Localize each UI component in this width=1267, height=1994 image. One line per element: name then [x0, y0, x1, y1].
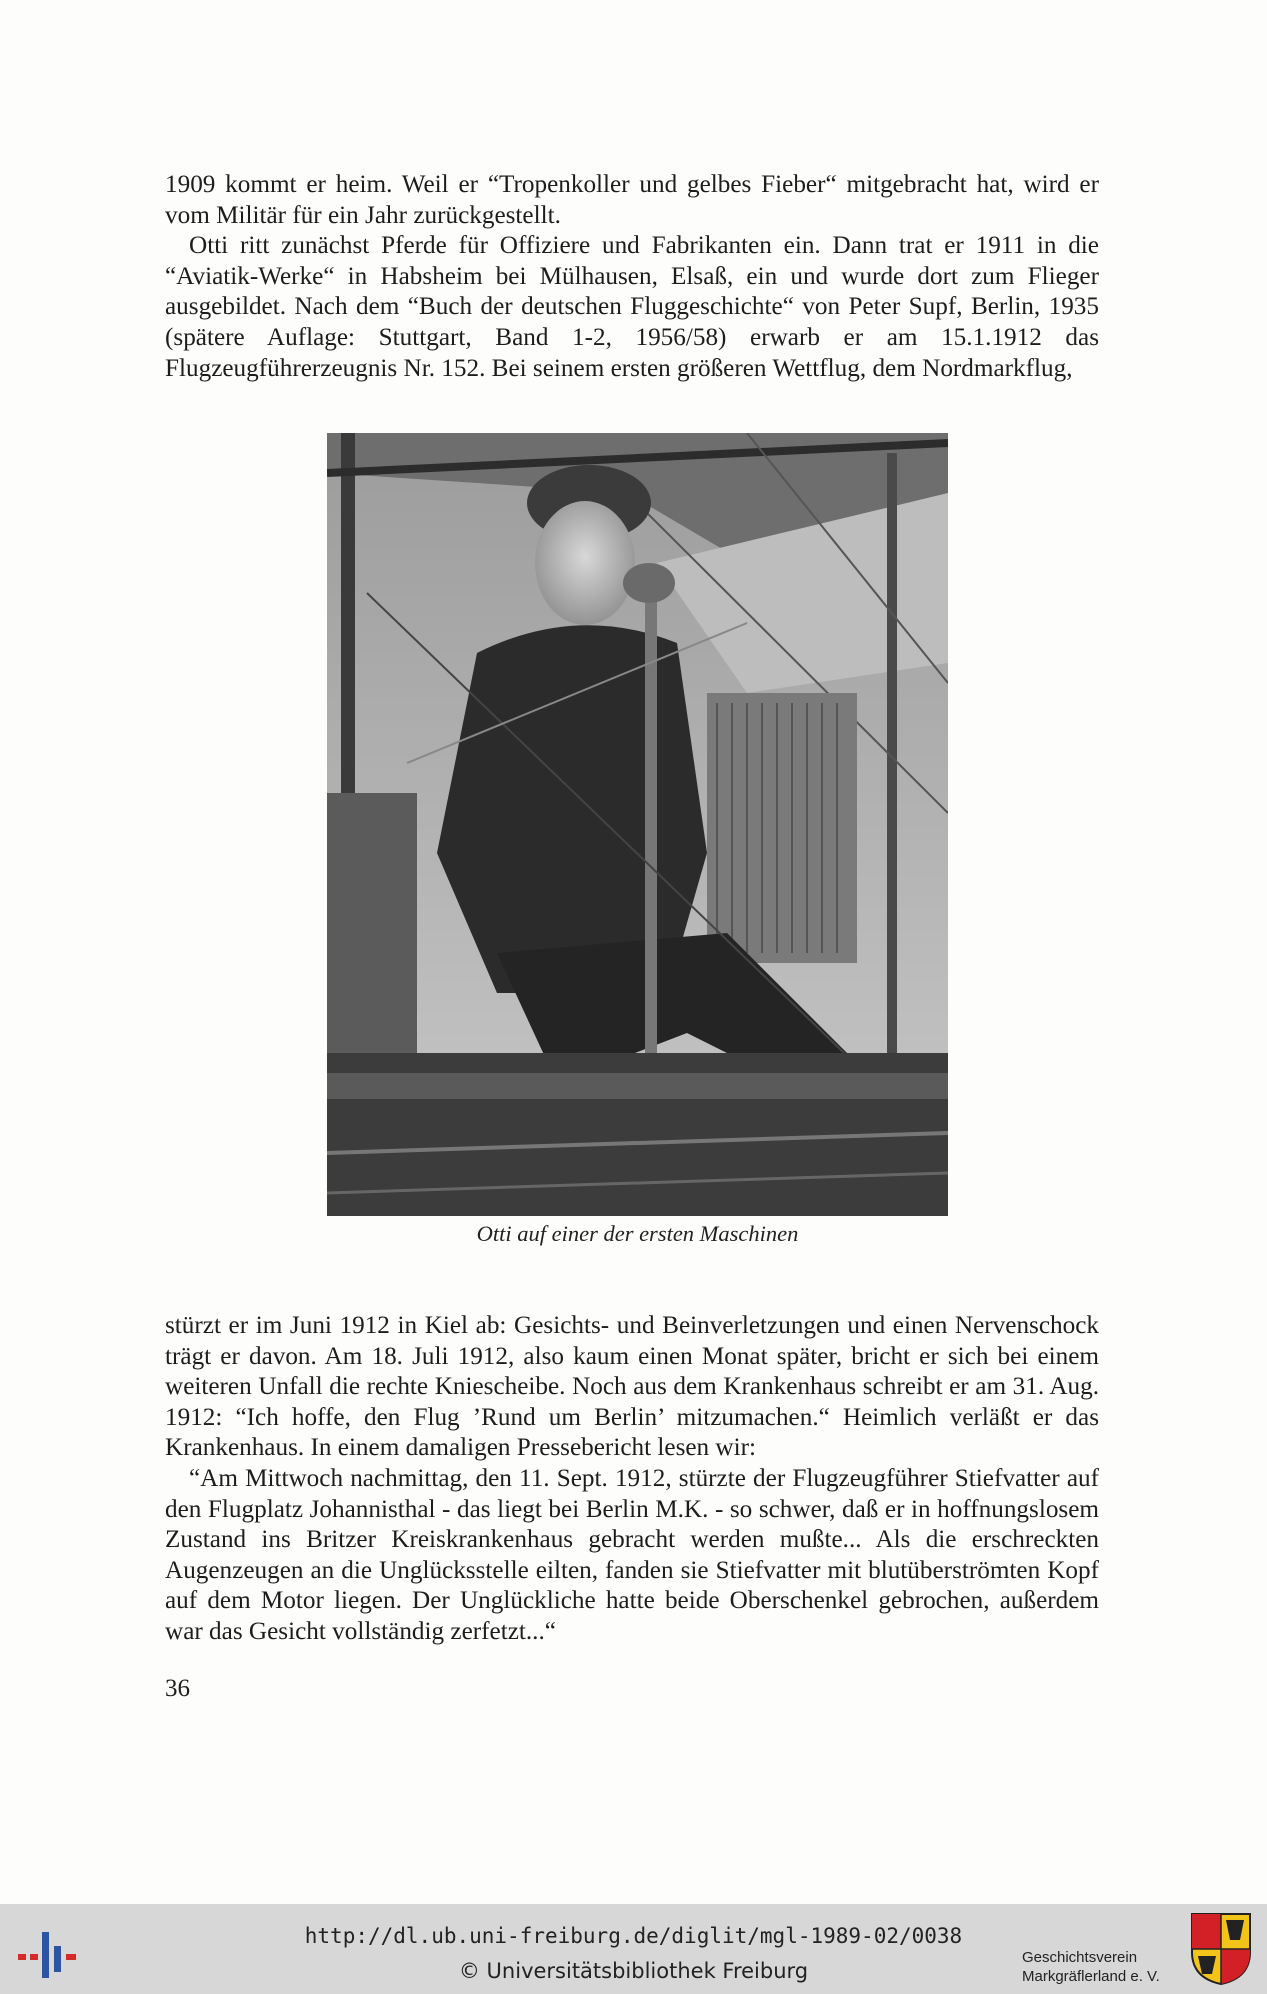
society-name — [1022, 1948, 1192, 1986]
society-line-1: Geschichtsverein — [1022, 1949, 1138, 1966]
page-number: 36 — [165, 1675, 190, 1702]
paragraph: “Am Mittwoch nachmittag, den 11. Sept. 1912, stürzte der Flugzeugführer Stiefvatter auf den Flugplatz Johannisthal - das liegt bei Berlin M.K. - so schwer, daß er in hoffnungslosem Zustand ins Britzer Kreiskrankenhaus gebracht werden mußte... Als die erschreckten Augenzeugen an die Unglücksstelle eilten, fanden sie Stiefvatter mit blutüberströmten Kopf auf dem Motor liegen. Der Unglückliche hatte beide Oberschenkel gebrochen, außerdem war das Gesicht vollständig zerfetzt...“ — [165, 1464, 1099, 1645]
paragraph: stürzt er im Juni 1912 in Kiel ab: Gesichts- und Beinverletzungen und einen Nervenschock trägt er davon. Am 18. Juli 1912, also kaum einen Monat später, bricht er sich bei einem weiteren Unfall die rechte Kniescheibe. Noch aus dem Krankenhaus schreibt er am 31. Aug. 1912: “Ich hoffe, den Flug ’Rund um Berlin’ mitzumachen.“ Heimlich verläßt er das Krankenhaus. In einem damaligen Pressebericht lesen wir: — [165, 1312, 1099, 1462]
coat-of-arms-icon — [1190, 1912, 1252, 1986]
paragraph: 1909 kommt er heim. Weil er “Tropenkoller und gelbes Fieber“ mitgebracht hat, wird er vom Militär für ein Jahr zurückgestellt. — [165, 171, 1099, 229]
document-url-link[interactable]: http://dl.ub.uni-freiburg.de/diglit/mgl-1989-02/0038 — [304, 1924, 963, 1948]
text-block-top — [165, 170, 1099, 384]
text-block-bottom — [165, 1311, 1099, 1648]
photo-caption: Otti auf einer der ersten Maschinen — [476, 1221, 799, 1246]
society-line-2: Markgräflerland e. V. — [1022, 1968, 1160, 1985]
footer-bar — [0, 1904, 1267, 1994]
paragraph: Otti ritt zunächst Pferde für Offiziere und Fabrikanten ein. Dann trat er 1911 in die “Aviatik-Werke“ in Habsheim bei Mülhausen, Elsaß, ein und wurde dort zum Flieger ausgebildet. Nach dem “Buch der deutschen Fluggeschichte“ von Peter Supf, Berlin, 1935 (spätere Auflage: Stuttgart, Band 1-2, 1956/58) erwarb er am 15.1.1912 das Flugzeugführerzeugnis Nr. 152. Bei seinem ersten größeren Wettflug, dem Nordmarkflug, — [165, 232, 1099, 382]
copyright-text: © Universitätsbibliothek Freiburg — [458, 1959, 809, 1983]
historical-photo — [327, 433, 948, 1216]
